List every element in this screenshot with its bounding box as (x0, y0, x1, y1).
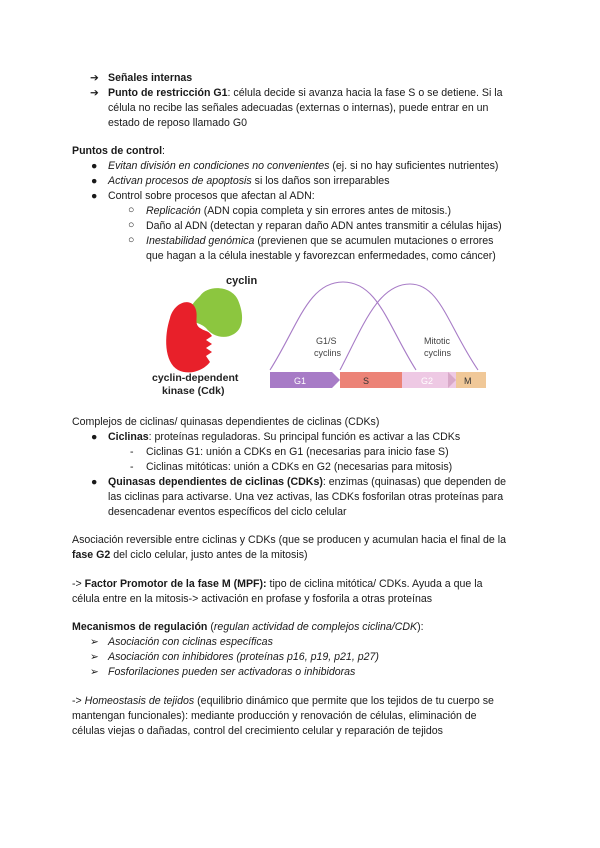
cyclins-item (108, 430, 460, 444)
homeostasis-italic: Homeostasis de tejidos (84, 695, 195, 707)
regulation-item-1: Asociación con ciclinas específicas (108, 636, 273, 648)
checkpoint-sub-2: Daño al ADN (detectan y reparan daño ADN antes transmitir a células hijas) (146, 220, 502, 232)
mitotic-label-line1: Mitotic (424, 336, 451, 346)
restriction-point-line3: estado de reposo llamado G0 (108, 117, 247, 129)
mpf-text: tipo de ciclina mitótica/ CDKs. Ayuda a que la (266, 578, 483, 590)
mpf-label: Factor Promotor de la fase M (MPF): (84, 578, 267, 590)
mitotic-label-line2: cyclins (424, 348, 452, 358)
arrow-bullet-icon: ➔ (90, 72, 99, 84)
mitotic-cyclin-curve (340, 284, 478, 370)
checkpoint-item-2-rest: si los daños son irreparables (251, 175, 390, 187)
restriction-point-line (108, 86, 503, 100)
checkpoint-item-2-italic: Activan procesos de apoptosis (108, 175, 252, 187)
phase-label-m: M (464, 376, 472, 386)
restriction-point-text: : célula decide si avanza hacia la fase S o se detiene. Si la (227, 87, 503, 99)
kinases-text: : enzimas (quinasas) que dependen de (322, 476, 507, 488)
checkpoint-item-2 (108, 174, 390, 188)
phase-bar-s (340, 372, 402, 388)
checkpoints-colon: : (162, 145, 165, 157)
phase-label-g2: G2 (421, 376, 434, 386)
cyclin-cdk-figure (148, 266, 493, 406)
kinases-line2: las ciclinas para activarse. Una vez activas, las CDKs fosforilan otras proteínas para (108, 491, 504, 503)
checkpoints-heading-line (72, 144, 165, 158)
restriction-point-line2: célula no recibe las señales adecuadas (externas o internas), puede entrar en un (108, 102, 489, 114)
dash-bullet-icon: - (130, 461, 134, 473)
mpf-arrow: -> (72, 578, 82, 590)
checkpoint-sub-1-italic: Replicación (146, 205, 201, 217)
mpf-line2: célula entre en la mitosis-> activación en profase y fosforila a otras proteínas (72, 593, 433, 605)
regulation-heading: Mecanismos de regulación (72, 621, 208, 633)
kinases-label: Quinasas dependientes de ciclinas (CDKs) (108, 476, 323, 488)
cdk-label-line1: cyclin-dependent (152, 372, 239, 384)
phase-arrow-g1 (332, 372, 340, 388)
regulation-subtitle: regulan actividad de complejos ciclina/CDK (213, 621, 418, 633)
checkpoint-item-1-rest: (ej. si no hay suficientes nutrientes) (329, 160, 499, 172)
association-line1: Asociación reversible entre ciclinas y CDKs (que se producen y acumulan hacia el final de la (72, 534, 506, 546)
cyclin-label: cyclin (226, 275, 258, 287)
checkpoints-heading: Puntos de control (72, 145, 163, 157)
g1-cyclins-item: Ciclinas G1: unión a CDKs en G1 (necesarias para inicio fase S) (146, 446, 449, 458)
checkpoint-sub-1 (146, 204, 451, 218)
checkpoint-sub-1-rest: (ADN copia completa y sin errores antes de mitosis.) (200, 205, 451, 217)
circle-bullet-icon: ○ (128, 204, 135, 216)
kinases-item (108, 475, 506, 489)
cdk-label-line2: kinase (Cdk) (162, 385, 225, 397)
mitotic-cyclins-item: Ciclinas mitóticas: unión a CDKs en G2 (necesarias para mitosis) (146, 461, 453, 473)
cyclins-label: Ciclinas (108, 431, 149, 443)
circle-bullet-icon: ○ (128, 234, 135, 246)
association-line2-rest: del ciclo celular, justo antes de la mitosis) (110, 549, 308, 561)
phase-label-s: S (363, 376, 370, 386)
homeostasis-text: (equilibrio dinámico que permite que los tejidos de tu cuerpo se (194, 695, 494, 707)
homeostasis-line2: mantengan funcionales): mediante producción y renovación de células, eliminación de (72, 710, 477, 722)
homeostasis-arrow: -> (72, 695, 82, 707)
homeostasis-line1 (72, 694, 494, 708)
g1s-label-line2: cyclins (314, 348, 342, 358)
checkpoint-item-1-italic: Evitan división en condiciones no convenientes (108, 160, 330, 172)
mpf-line1 (72, 577, 482, 591)
bullet-dot-icon: ● (91, 160, 98, 172)
homeostasis-line3: células viejas o dañadas, control del crecimiento celular y reparación de tejidos (72, 725, 443, 737)
g1s-label-line1: G1/S (316, 336, 337, 346)
dash-bullet-icon: - (130, 446, 134, 458)
regulation-paren-close: ): (417, 621, 424, 633)
arrowhead-bullet-icon: ➢ (90, 666, 99, 678)
circle-bullet-icon: ○ (128, 219, 135, 231)
association-g2-bold: fase G2 (72, 549, 111, 561)
phase-label-g1: G1 (294, 376, 307, 386)
checkpoint-item-3: Control sobre procesos que afectan al ADN: (108, 190, 315, 202)
checkpoint-sub-3 (146, 234, 493, 248)
restriction-point-label: Punto de restricción G1 (108, 87, 228, 99)
association-line2 (72, 548, 308, 562)
cyclins-text: : proteínas reguladoras. Su principal función es activar a las CDKs (148, 431, 461, 443)
checkpoint-sub-3-line2: que hagan a la célula inestable y favorezcan enfermedades, como cáncer) (146, 250, 496, 262)
checkpoint-sub-3-rest: (previenen que se acumulen mutaciones o errores (254, 235, 494, 247)
regulation-paren-open: ( (207, 621, 214, 633)
regulation-item-3: Fosforilaciones pueden ser activadoras o inhibidoras (108, 666, 356, 678)
arrowhead-bullet-icon: ➢ (90, 651, 99, 663)
checkpoint-sub-3-italic: Inestabilidad genómica (146, 235, 255, 247)
regulation-heading-line (72, 620, 424, 634)
arrowhead-bullet-icon: ➢ (90, 636, 99, 648)
internal-signals-label: Señales internas (108, 72, 193, 84)
kinases-line3: desencadenar eventos específicos del ciclo celular (108, 506, 347, 518)
bullet-dot-icon: ● (91, 175, 98, 187)
complexes-intro: Complejos de ciclinas/ quinasas dependientes de ciclinas (CDKs) (72, 416, 380, 428)
bullet-dot-icon: ● (91, 431, 98, 443)
checkpoint-item-1 (108, 159, 498, 173)
g1s-cyclin-curve (270, 282, 416, 370)
bullet-dot-icon: ● (91, 190, 98, 202)
arrow-bullet-icon: ➔ (90, 87, 99, 99)
regulation-item-2: Asociación con inhibidores (proteínas p16, p19, p21, p27) (108, 651, 379, 663)
bullet-dot-icon: ● (91, 476, 98, 488)
